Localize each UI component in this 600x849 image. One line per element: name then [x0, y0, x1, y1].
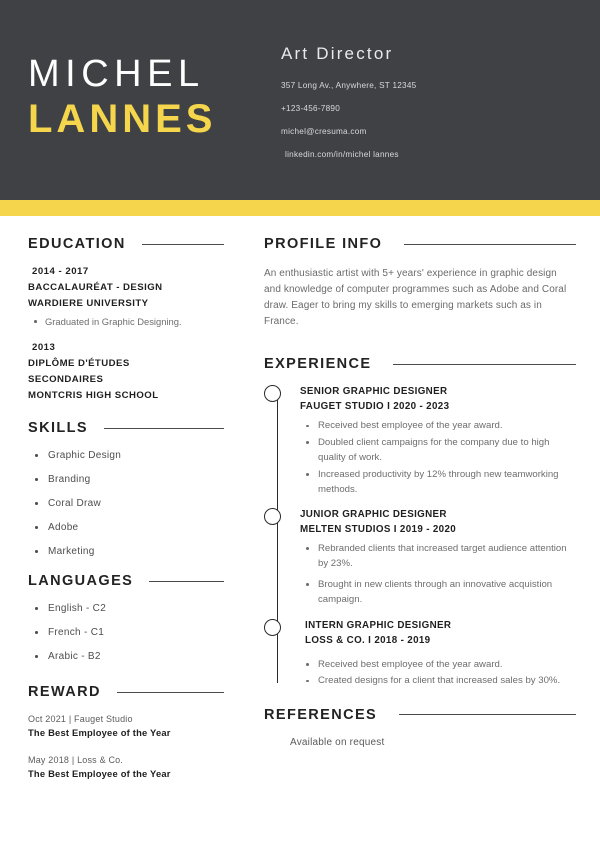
experience-timeline [264, 384, 576, 689]
reward-heading [28, 684, 224, 700]
list-item: Adobe [28, 520, 224, 535]
heading-rule [117, 692, 224, 693]
experience-heading [264, 356, 576, 372]
list-item: English - C2 [28, 601, 224, 616]
skills-heading-label: SKILLS [28, 420, 88, 436]
list-item: Created designs for a client that increased sales by 30%. [300, 673, 576, 689]
list-item: Rebranded clients that increased target audience attention by 23%. [300, 541, 576, 572]
timeline-dot-icon [264, 619, 281, 636]
education-date: 2013 [32, 342, 56, 353]
experience-points [300, 541, 576, 608]
heading-rule [404, 244, 576, 245]
resume-header [0, 0, 600, 200]
list-item: French - C1 [28, 625, 224, 640]
reward-title: The Best Employee of the Year [28, 768, 171, 779]
education-heading [28, 236, 224, 252]
left-column [28, 236, 224, 794]
list-item: Increased productivity by 12% through new teamworking methods. [300, 467, 576, 498]
list-item: Doubled client campaigns for the company due to high quality of work. [300, 435, 576, 466]
education-degree: BACCALAURÉAT - DESIGN [28, 282, 163, 293]
education-degree-cont: SECONDAIRES [28, 374, 104, 385]
languages-heading-label: LANGUAGES [28, 573, 134, 589]
experience-item [300, 618, 576, 689]
list-item: Coral Draw [28, 496, 224, 511]
list-item: Graphic Design [28, 448, 224, 463]
contact-linkedin[interactable]: linkedin.com/in/michel lannes [285, 150, 399, 159]
reward-title: The Best Employee of the Year [28, 727, 171, 738]
skills-heading [28, 420, 224, 436]
profile-heading-label: PROFILE INFO [264, 236, 383, 252]
experience-heading-label: EXPERIENCE [264, 356, 372, 372]
timeline-dot-icon [264, 385, 281, 402]
list-item: Arabic - B2 [28, 649, 224, 664]
last-name: LANNES [28, 97, 217, 141]
contact-email[interactable]: michel@cresuma.com [281, 127, 367, 136]
contact-address: 357 Long Av., Anywhere, ST 12345 [281, 81, 417, 90]
languages-list [28, 601, 224, 664]
list-item: Marketing [28, 544, 224, 559]
name-block [28, 52, 216, 142]
languages-heading [28, 573, 224, 589]
experience-item [300, 384, 576, 498]
reward-meta: May 2018 | Loss & Co. [28, 755, 124, 765]
timeline-dot-icon [264, 508, 281, 525]
references-heading [264, 707, 576, 723]
profile-text: An enthusiastic artist with 5+ years' experience in graphic design and knowledge of computer programmes such as Adobe and Coral draw. Eager to bring my skills to emerging markets such as in France. [264, 268, 567, 327]
skills-list [28, 448, 224, 559]
accent-bar [0, 200, 600, 216]
experience-points [300, 418, 576, 498]
education-date: 2014 - 2017 [32, 266, 89, 277]
timeline-axis [277, 400, 278, 683]
education-school: WARDIERE UNIVERSITY [28, 298, 149, 309]
heading-rule [149, 581, 224, 582]
experience-item [300, 507, 576, 608]
education-school: MONTCRIS HIGH SCHOOL [28, 390, 159, 401]
heading-rule [104, 428, 224, 429]
education-entry [28, 340, 224, 404]
references-heading-label: REFERENCES [264, 706, 378, 723]
education-heading-label: EDUCATION [28, 236, 126, 252]
heading-rule [142, 244, 224, 245]
experience-role: SENIOR GRAPHIC DESIGNER [300, 386, 448, 397]
heading-rule [399, 714, 576, 715]
first-name: MICHEL [28, 53, 205, 95]
education-degree: DIPLÔME D'ÉTUDES [28, 358, 130, 369]
list-item: Graduated in Graphic Designing. [28, 314, 224, 329]
contact-phone[interactable]: +123-456-7890 [281, 104, 341, 113]
experience-org: FAUGET STUDIO I 2020 - 2023 [300, 401, 450, 412]
reward-entry [28, 753, 224, 781]
list-item: Received best employee of the year award. [300, 657, 576, 673]
experience-org: LOSS & CO. I 2018 - 2019 [305, 634, 431, 646]
profile-heading [264, 236, 576, 252]
education-points [28, 314, 224, 329]
references-text: Available on request [290, 736, 385, 748]
reward-entry [28, 712, 224, 740]
experience-role: INTERN GRAPHIC DESIGNER [305, 619, 452, 631]
experience-points [300, 657, 576, 689]
experience-org: MELTEN STUDIOS I 2019 - 2020 [300, 523, 457, 535]
reward-meta: Oct 2021 | Fauget Studio [28, 714, 133, 724]
experience-role: JUNIOR GRAPHIC DESIGNER [300, 508, 447, 520]
reward-heading-label: REWARD [28, 684, 101, 700]
list-item: Branding [28, 472, 224, 487]
list-item: Received best employee of the year award. [300, 418, 576, 434]
heading-rule [393, 364, 576, 365]
education-entry [28, 264, 224, 329]
contact-block [281, 44, 581, 159]
list-item: Brought in new clients through an innovative acquistion campaign. [300, 577, 576, 608]
right-column [264, 236, 576, 751]
job-title: Art Director [281, 44, 394, 63]
